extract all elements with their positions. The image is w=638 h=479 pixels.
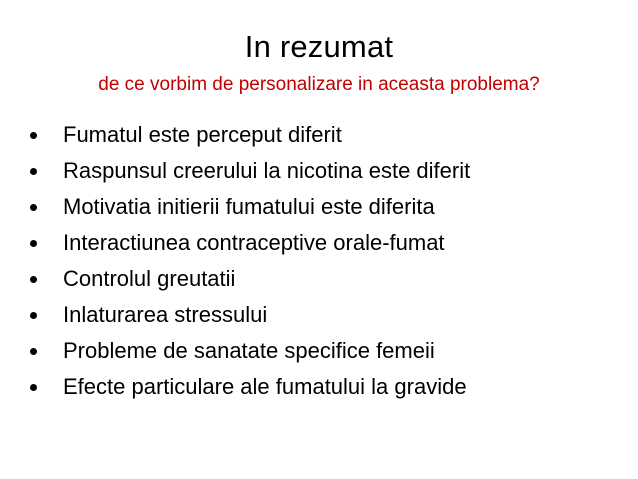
- bullet-text: Fumatul este perceput diferit: [63, 122, 342, 147]
- bullet-icon: [30, 312, 37, 319]
- bullet-text: Motivatia initierii fumatului este diferita: [63, 194, 435, 219]
- bullet-icon: [30, 132, 37, 139]
- bullet-text: Inlaturarea stressului: [63, 302, 268, 327]
- bullet-item: [30, 372, 630, 408]
- bullet-text: Efecte particulare ale fumatului la gravide: [63, 374, 467, 399]
- bullet-text: Interactiunea contraceptive orale-fumat: [63, 230, 445, 255]
- bullet-icon: [30, 168, 37, 175]
- bullet-item: [30, 264, 630, 300]
- bullet-list: [30, 120, 630, 408]
- bullet-icon: [30, 204, 37, 211]
- bullet-text: Controlul greutatii: [63, 266, 236, 291]
- slide-title: In rezumat: [244, 29, 394, 64]
- bullet-item: [30, 228, 630, 264]
- bullet-item: [30, 336, 630, 372]
- bullet-item: [30, 156, 630, 192]
- bullet-item: [30, 300, 630, 336]
- bullet-text: Probleme de sanatate specifice femeii: [63, 338, 435, 363]
- bullet-icon: [30, 276, 37, 283]
- bullet-icon: [30, 348, 37, 355]
- slide-subtitle: de ce vorbim de personalizare in aceasta problema?: [98, 74, 540, 95]
- bullet-icon: [30, 240, 37, 247]
- bullet-item: [30, 192, 630, 228]
- bullet-item: [30, 120, 630, 156]
- bullet-text: Raspunsul creerului la nicotina este diferit: [63, 158, 471, 183]
- bullet-icon: [30, 384, 37, 391]
